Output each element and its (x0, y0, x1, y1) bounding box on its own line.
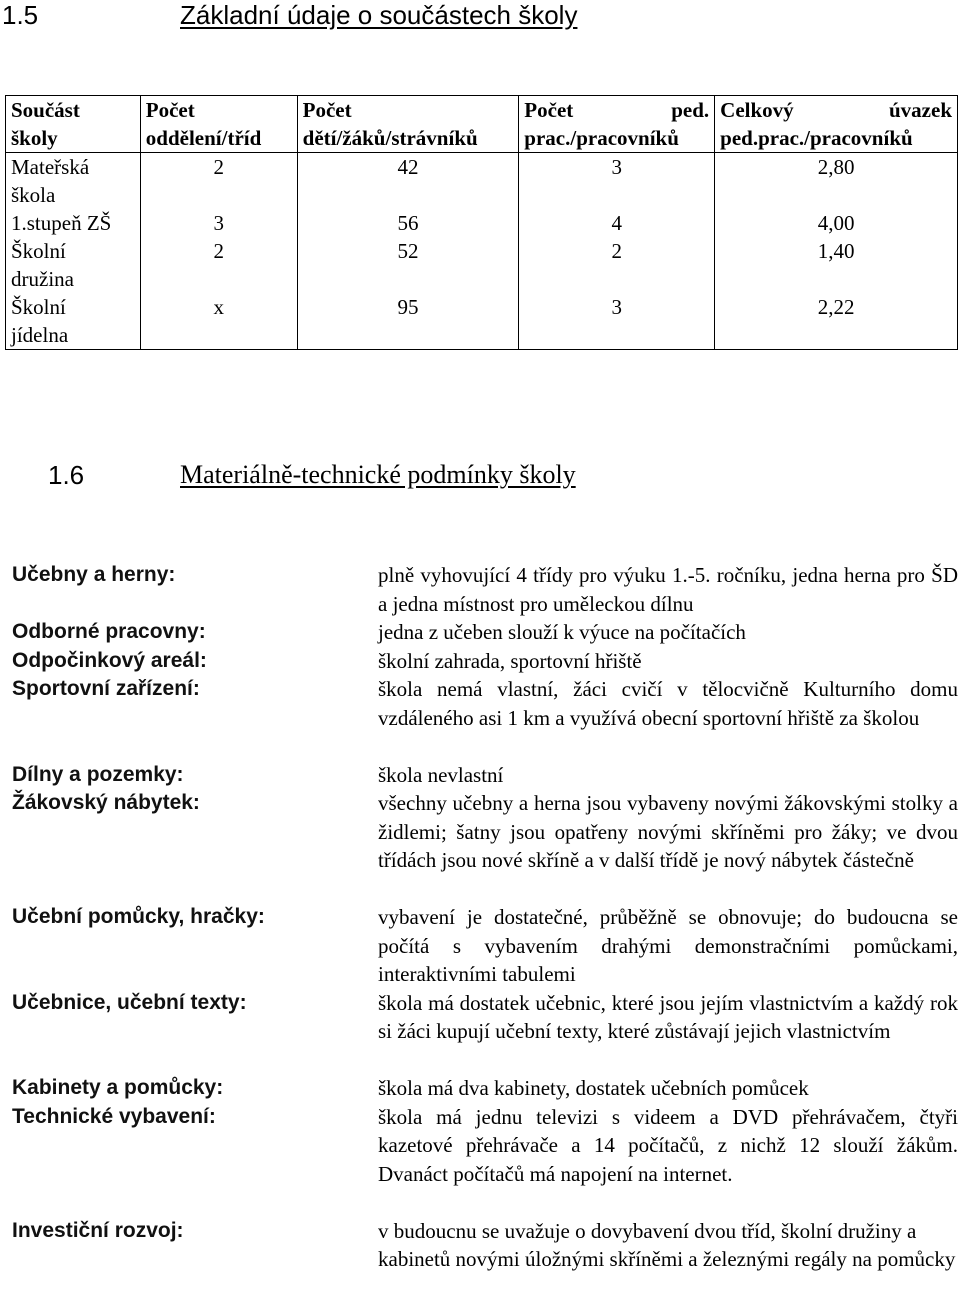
item-value: v budoucnu se uvažuje o dovybavení dvou tříd, školní družiny a kabinetů novými úložnými skříněmi a železnými regály na pomůcky (378, 1217, 958, 1302)
table-row (6, 237, 958, 293)
list-item (12, 618, 958, 647)
school-components-table (5, 95, 958, 350)
list-item (12, 1074, 958, 1103)
item-label: Sportovní zařízení: (12, 675, 378, 761)
item-value: škola nemá vlastní, žáci cvičí v tělocvičně Kulturního domu vzdáleného asi 1 km a využívá obecní sportovní hřiště za školou (378, 675, 958, 761)
pupils-cell: 95 (297, 293, 519, 350)
list-item (12, 903, 958, 989)
list-item (12, 1103, 958, 1217)
groups-cell: 3 (140, 209, 297, 237)
item-value: škola má jednu televizi s videem a DVD přehrávačem, čtyři kazetové přehrávače a 14 počítačů, z nichž 12 slouží žákům. Dvanáct počítačů má napojení na internet. (378, 1103, 958, 1217)
groups-cell: 2 (140, 153, 297, 210)
list-item (12, 675, 958, 761)
item-value: škola má dostatek učebnic, které jsou jejím vlastnictvím a každý rok si žáci kupují učební texty, které zůstávají jejich vlastnictvím (378, 989, 958, 1075)
section-number: 1.5 (2, 0, 38, 30)
load-cell: 1,40 (715, 237, 958, 293)
list-item (12, 989, 958, 1075)
load-cell: 4,00 (715, 209, 958, 237)
item-label: Žákovský nábytek: (12, 789, 378, 903)
list-item (12, 647, 958, 676)
load-cell: 2,22 (715, 293, 958, 350)
list-item (12, 789, 958, 903)
section-title: Základní údaje o součástech školy (180, 0, 577, 30)
conditions-list (12, 561, 958, 1302)
row-name: Školní jídelna (6, 293, 141, 350)
item-value: vybavení je dostatečné, průběžně se obnovuje; do budoucna se počítá s vybavením drahými demonstračními pomůckami, interaktivními tabulemi (378, 903, 958, 989)
item-value: všechny učebny a herna jsou vybaveny novými žákovskými stolky a židlemi; šatny jsou opatřeny novými skříněmi pro žáky; ve dvou třídách jsou nové skříně a v další třídě je nový nábytek částečně (378, 789, 958, 903)
table-row (6, 209, 958, 237)
load-cell: 2,80 (715, 153, 958, 210)
groups-cell: 2 (140, 237, 297, 293)
section-number: 1.6 (48, 460, 84, 490)
groups-cell: x (140, 293, 297, 350)
staff-cell: 2 (519, 237, 715, 293)
staff-cell: 3 (519, 153, 715, 210)
section-heading-1-5 (0, 0, 960, 30)
item-label: Učebny a herny: (12, 561, 378, 618)
staff-cell: 3 (519, 293, 715, 350)
item-value: plně vyhovující 4 třídy pro výuku 1.-5. ročníku, jedna herna pro ŠD a jedna místnost pro uměleckou dílnu (378, 561, 958, 618)
item-value: škola nevlastní (378, 761, 958, 790)
table-row (6, 293, 958, 350)
item-value: školní zahrada, sportovní hřiště (378, 647, 958, 676)
header-cell: Počet oddělení/tříd (140, 96, 297, 153)
item-label: Investiční rozvoj: (12, 1217, 378, 1302)
item-label: Kabinety a pomůcky: (12, 1074, 378, 1103)
list-item (12, 561, 958, 618)
item-label: Dílny a pozemky: (12, 761, 378, 790)
pupils-cell: 42 (297, 153, 519, 210)
row-name: Školní družina (6, 237, 141, 293)
item-label: Odpočinkový areál: (12, 647, 378, 676)
item-value: jedna z učeben slouží k výuce na počítačích (378, 618, 958, 647)
list-item (12, 1217, 958, 1302)
pupils-cell: 52 (297, 237, 519, 293)
header-cell: Celkový úvazek ped.prac./pracovníků (715, 96, 958, 153)
pupils-cell: 56 (297, 209, 519, 237)
table-row (6, 153, 958, 210)
list-item (12, 761, 958, 790)
section-heading-1-6 (0, 460, 960, 490)
table-header-row (6, 96, 958, 153)
item-label: Technické vybavení: (12, 1103, 378, 1217)
row-name: Mateřská škola (6, 153, 141, 210)
header-cell: Počet dětí/žáků/strávníků (297, 96, 519, 153)
section-title: Materiálně-technické podmínky školy (180, 460, 576, 490)
row-name: 1.stupeň ZŠ (6, 209, 141, 237)
item-label: Učební pomůcky, hračky: (12, 903, 378, 989)
staff-cell: 4 (519, 209, 715, 237)
item-label: Odborné pracovny: (12, 618, 378, 647)
header-cell: Součást školy (6, 96, 141, 153)
header-cell: Počet ped. prac./pracovníků (519, 96, 715, 153)
item-value: škola má dva kabinety, dostatek učebních pomůcek (378, 1074, 958, 1103)
item-label: Učebnice, učební texty: (12, 989, 378, 1075)
